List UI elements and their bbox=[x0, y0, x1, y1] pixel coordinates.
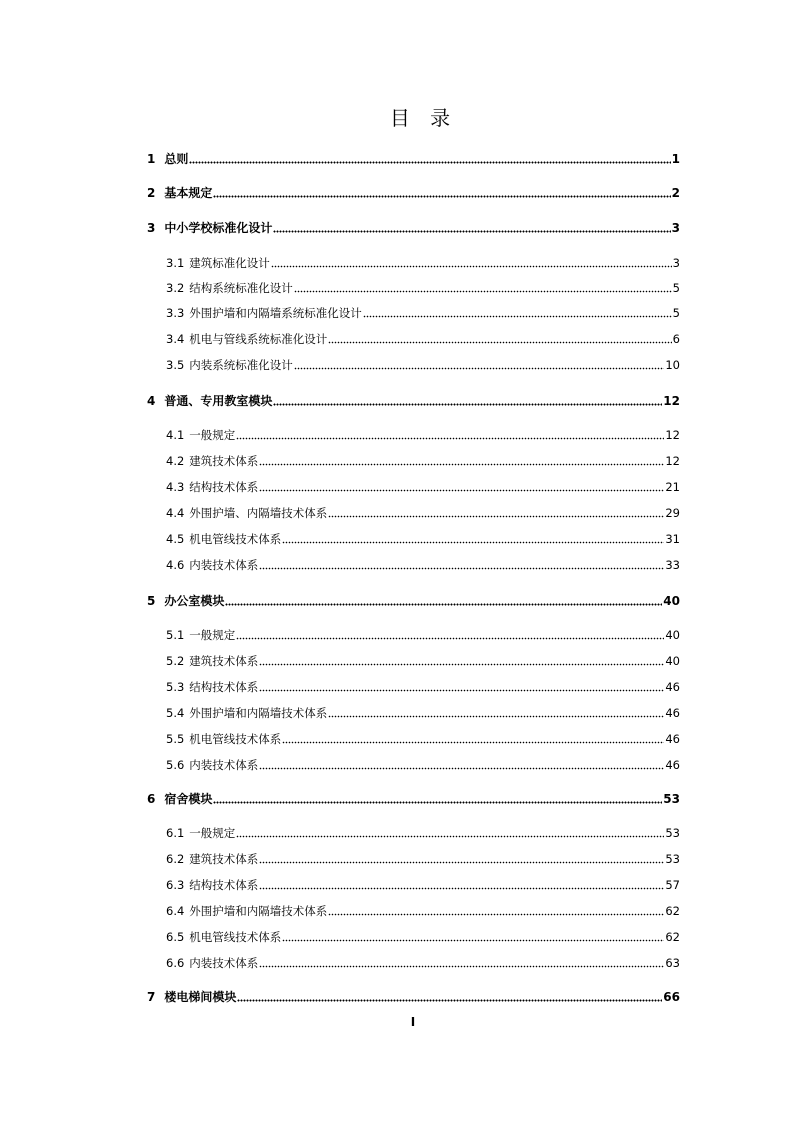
toc-entry[interactable] bbox=[166, 478, 680, 496]
toc-entry-number: 1 bbox=[147, 152, 156, 166]
toc-dot-leader bbox=[282, 541, 664, 544]
toc-entry[interactable] bbox=[166, 426, 680, 444]
toc-entry[interactable] bbox=[166, 279, 680, 297]
toc-entry-page: 66 bbox=[663, 990, 680, 1004]
toc-entry[interactable] bbox=[166, 954, 680, 972]
toc-entry-page: 40 bbox=[663, 594, 680, 608]
toc-entry[interactable] bbox=[166, 556, 680, 574]
toc-entry[interactable] bbox=[147, 392, 680, 410]
toc-entry-label: 机电管线技术体系 bbox=[189, 732, 282, 746]
toc-entry-page: 29 bbox=[665, 506, 680, 520]
toc-entry-label: 外围护墙和内隔墙技术体系 bbox=[189, 904, 328, 918]
toc-entry-label: 外围护墙和内隔墙技术体系 bbox=[189, 706, 328, 720]
toc-dot-leader bbox=[213, 801, 662, 804]
toc-entry-number: 5.2 bbox=[166, 654, 185, 668]
toc-entry-page: 31 bbox=[665, 532, 680, 546]
page-number-footer: I bbox=[410, 1015, 416, 1029]
toc-entry[interactable] bbox=[166, 652, 680, 670]
toc-entry-number: 3.1 bbox=[166, 256, 185, 270]
toc-entry-number: 4.5 bbox=[166, 532, 185, 546]
toc-entry-page: 10 bbox=[665, 358, 680, 372]
toc-entry-label: 机电管线技术体系 bbox=[189, 930, 282, 944]
toc-dot-leader bbox=[259, 689, 664, 692]
toc-entry-number: 6.4 bbox=[166, 904, 185, 918]
toc-entry-page: 62 bbox=[665, 904, 680, 918]
toc-entry[interactable] bbox=[147, 988, 680, 1006]
toc-entry[interactable] bbox=[166, 504, 680, 522]
toc-entry-number: 4 bbox=[147, 394, 156, 408]
toc-dot-leader bbox=[259, 463, 664, 466]
toc-entry-label: 外围护墙和内隔墙系统标准化设计 bbox=[189, 306, 362, 320]
toc-dot-leader bbox=[273, 403, 662, 406]
toc-dot-leader bbox=[282, 939, 664, 942]
toc-entry-label: 内装技术体系 bbox=[189, 956, 259, 970]
toc-entry[interactable] bbox=[166, 824, 680, 842]
toc-dot-leader bbox=[237, 999, 662, 1002]
toc-entry-label: 机电管线技术体系 bbox=[189, 532, 282, 546]
toc-dot-leader bbox=[259, 887, 664, 890]
toc-entry-label: 一般规定 bbox=[189, 628, 236, 642]
toc-dot-leader bbox=[259, 965, 664, 968]
toc-dot-leader bbox=[273, 230, 670, 233]
toc-dot-leader bbox=[294, 290, 672, 293]
toc-entry[interactable] bbox=[166, 304, 680, 322]
toc-entry-number: 6 bbox=[147, 792, 156, 806]
toc-entry-label: 建筑技术体系 bbox=[189, 654, 259, 668]
toc-dot-leader bbox=[328, 913, 664, 916]
toc-entry-number: 3.3 bbox=[166, 306, 185, 320]
toc-entry-label: 外围护墙、内隔墙技术体系 bbox=[189, 506, 328, 520]
toc-entry-number: 3.5 bbox=[166, 358, 185, 372]
toc-entry[interactable] bbox=[166, 850, 680, 868]
toc-entry[interactable] bbox=[166, 452, 680, 470]
toc-entry-number: 4.6 bbox=[166, 558, 185, 572]
toc-entry-label: 结构技术体系 bbox=[189, 680, 259, 694]
toc-entry-number: 5.4 bbox=[166, 706, 185, 720]
toc-dot-leader bbox=[282, 741, 664, 744]
toc-entry-label: 内装技术体系 bbox=[189, 558, 259, 572]
toc-entry-page: 5 bbox=[672, 306, 680, 320]
toc-entry-label: 机电与管线系统标准化设计 bbox=[189, 332, 328, 346]
toc-entry[interactable] bbox=[166, 626, 680, 644]
toc-entry-label: 建筑技术体系 bbox=[189, 852, 259, 866]
toc-entry-page: 33 bbox=[665, 558, 680, 572]
toc-entry-number: 2 bbox=[147, 186, 156, 200]
toc-entry-page: 2 bbox=[671, 186, 680, 200]
toc-entry-page: 57 bbox=[665, 878, 680, 892]
toc-dot-leader bbox=[259, 861, 664, 864]
toc-dot-leader bbox=[328, 515, 664, 518]
toc-entry-page: 3 bbox=[671, 221, 680, 235]
toc-entry[interactable] bbox=[166, 356, 680, 374]
toc-dot-leader bbox=[213, 195, 670, 198]
toc-entry-number: 4.1 bbox=[166, 428, 185, 442]
toc-entry-number: 5.3 bbox=[166, 680, 185, 694]
toc-entry[interactable] bbox=[147, 790, 680, 808]
toc-entry-page: 46 bbox=[665, 758, 680, 772]
toc-entry-page: 62 bbox=[665, 930, 680, 944]
toc-entry-page: 40 bbox=[665, 628, 680, 642]
toc-title: 目 录 bbox=[389, 106, 451, 130]
toc-dot-leader bbox=[328, 341, 671, 344]
toc-entry-page: 53 bbox=[663, 792, 680, 806]
toc-entry[interactable] bbox=[147, 184, 680, 202]
toc-entry-label: 中小学校标准化设计 bbox=[164, 221, 273, 235]
toc-entry-number: 4.3 bbox=[166, 480, 185, 494]
toc-entry-page: 46 bbox=[665, 706, 680, 720]
toc-entry-label: 办公室模块 bbox=[164, 594, 225, 608]
toc-entry-number: 5.1 bbox=[166, 628, 185, 642]
toc-entry-page: 46 bbox=[665, 732, 680, 746]
toc-entry-number: 6.1 bbox=[166, 826, 185, 840]
toc-entry-label: 建筑标准化设计 bbox=[189, 256, 270, 270]
toc-entry-number: 7 bbox=[147, 990, 156, 1004]
toc-entry-label: 建筑技术体系 bbox=[189, 454, 259, 468]
toc-entry[interactable] bbox=[166, 730, 680, 748]
toc-entry-label: 宿舍模块 bbox=[164, 792, 213, 806]
toc-dot-leader bbox=[259, 767, 664, 770]
toc-entry-page: 12 bbox=[665, 454, 680, 468]
toc-entry[interactable] bbox=[147, 150, 680, 168]
toc-entry-page: 6 bbox=[672, 332, 680, 346]
toc-entry-label: 一般规定 bbox=[189, 826, 236, 840]
toc-entry[interactable] bbox=[166, 678, 680, 696]
toc-entry-label: 普通、专用教室模块 bbox=[164, 394, 273, 408]
toc-entry-number: 3.2 bbox=[166, 281, 185, 295]
toc-entry-label: 楼电梯间模块 bbox=[164, 990, 237, 1004]
toc-entry-page: 12 bbox=[663, 394, 680, 408]
toc-dot-leader bbox=[259, 489, 664, 492]
toc-dot-leader bbox=[236, 437, 664, 440]
toc-entry-label: 一般规定 bbox=[189, 428, 236, 442]
toc-entry-page: 12 bbox=[665, 428, 680, 442]
toc-entry-label: 内装系统标准化设计 bbox=[189, 358, 293, 372]
toc-entry-page: 53 bbox=[665, 852, 680, 866]
toc-entry-page: 46 bbox=[665, 680, 680, 694]
toc-entry-number: 4.2 bbox=[166, 454, 185, 468]
toc-dot-leader bbox=[236, 637, 664, 640]
toc-entry-number: 6.3 bbox=[166, 878, 185, 892]
toc-entry-page: 21 bbox=[665, 480, 680, 494]
toc-entry-label: 内装技术体系 bbox=[189, 758, 259, 772]
toc-entry[interactable] bbox=[166, 330, 680, 348]
toc-entry-number: 6.5 bbox=[166, 930, 185, 944]
toc-entry-page: 5 bbox=[672, 281, 680, 295]
toc-entry-page: 3 bbox=[672, 256, 680, 270]
toc-entry-number: 5.6 bbox=[166, 758, 185, 772]
toc-dot-leader bbox=[189, 161, 670, 164]
toc-entry[interactable] bbox=[166, 902, 680, 920]
toc-entry-page: 63 bbox=[665, 956, 680, 970]
toc-dot-leader bbox=[271, 265, 672, 268]
toc-dot-leader bbox=[259, 663, 664, 666]
toc-entry[interactable] bbox=[166, 756, 680, 774]
toc-dot-leader bbox=[259, 567, 664, 570]
toc-entry-number: 6.2 bbox=[166, 852, 185, 866]
toc-entry-number: 5 bbox=[147, 594, 156, 608]
toc-entry-label: 结构系统标准化设计 bbox=[189, 281, 293, 295]
toc-entry-page: 1 bbox=[671, 152, 680, 166]
toc-entry-page: 53 bbox=[665, 826, 680, 840]
toc-entry-number: 6.6 bbox=[166, 956, 185, 970]
toc-entry[interactable] bbox=[147, 592, 680, 610]
toc-entry-number: 5.5 bbox=[166, 732, 185, 746]
toc-entry-number: 3 bbox=[147, 221, 156, 235]
toc-dot-leader bbox=[236, 835, 664, 838]
toc-dot-leader bbox=[225, 603, 662, 606]
toc-dot-leader bbox=[328, 715, 664, 718]
toc-entry-label: 总则 bbox=[164, 152, 189, 166]
toc-dot-leader bbox=[294, 367, 665, 370]
toc-entry[interactable] bbox=[166, 704, 680, 722]
toc-entry-label: 结构技术体系 bbox=[189, 480, 259, 494]
toc-entry-page: 40 bbox=[665, 654, 680, 668]
toc-entry[interactable] bbox=[166, 254, 680, 272]
toc-entry-number: 4.4 bbox=[166, 506, 185, 520]
toc-entry[interactable] bbox=[147, 219, 680, 237]
toc-entry-number: 3.4 bbox=[166, 332, 185, 346]
toc-entry[interactable] bbox=[166, 876, 680, 894]
toc-dot-leader bbox=[363, 315, 672, 318]
toc-entry[interactable] bbox=[166, 530, 680, 548]
toc-entry-label: 基本规定 bbox=[164, 186, 213, 200]
toc-entry[interactable] bbox=[166, 928, 680, 946]
toc-entry-label: 结构技术体系 bbox=[189, 878, 259, 892]
